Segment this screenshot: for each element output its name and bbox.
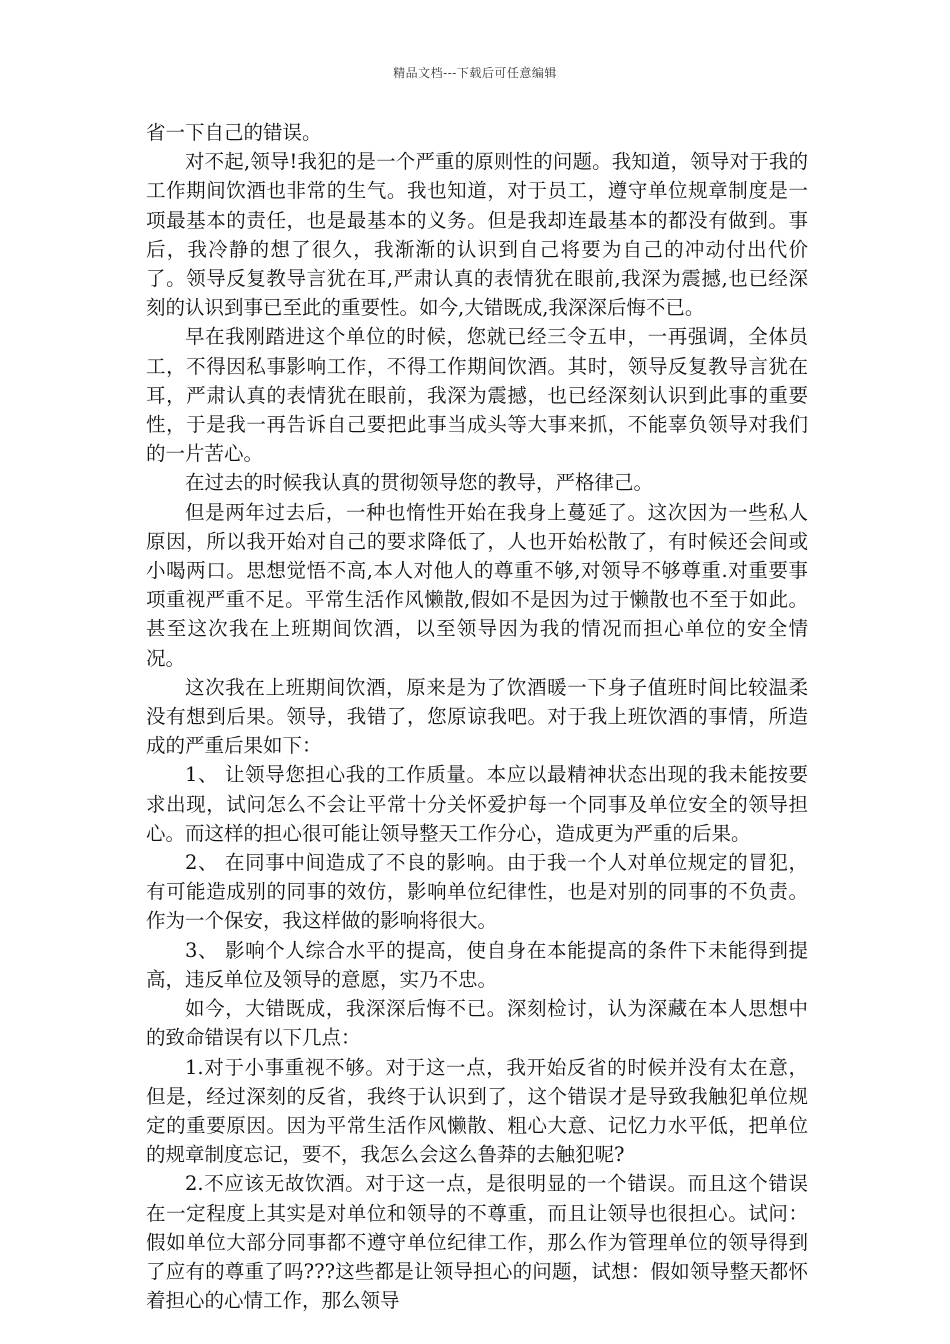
paragraph-continuation: 省一下自己的错误。 <box>146 121 322 144</box>
paragraph: 对不起,领导!我犯的是一个严重的原则性的问题。我知道，领导对于我的工作期间饮酒也非常的生气。我也知道，对于员工，遵守单位规章制度是一项最基本的责任，也是最基本的义务。但是我却连最基本的都没有做到。事后，我冷静的想了很久，我渐渐的认识到自己将要为自己的冲动付出代价了。领导反复教导言犹在耳,严肃认真的表情犹在眼前,我深为震撼,也已经深刻的认识到事已至此的重要性。如今,大错既成,我深深后悔不已。 <box>146 150 808 320</box>
list-item: 3、 影响个人综合水平的提高，使自身在本能提高的条件下未能得到提高，违反单位及领导的意愿，实乃不忠。 <box>146 938 808 991</box>
paragraph: 但是两年过去后，一种也惰性开始在我身上蔓延了。这次因为一些私人原因，所以我开始对自己的要求降低了，人也开始松散了，有时候还会间或小喝两口。思想觉悟不高,本人对他人的尊重不够,对领导不够尊重.对重要事项重视严重不足。平常生活作风懒散,假如不是因为过于懒散也不至于如此。甚至这次我在上班期间饮酒，以至领导因为我的情况而担心单位的安全情况。 <box>146 500 808 670</box>
paragraph: 在过去的时候我认真的贯彻领导您的教导，严格律己。 <box>185 471 654 495</box>
list-item: 1.对于小事重视不够。对于这一点，我开始反省的时候并没有太在意，但是，经过深刻的反省，我终于认识到了，这个错误才是导致我触犯单位规定的重要原因。因为平常生活作风懒散、粗心大意、记忆力水平低，把单位的规章制度忘记，要不，我怎么会这么鲁莽的去触犯呢? <box>146 1055 808 1167</box>
paragraph: 早在我刚踏进这个单位的时候，您就已经三令五申，一再强调，全体员工，不得因私事影响工作，不得工作期间饮酒。其时，领导反复教导言犹在耳，严肃认真的表情犹在眼前，我深为震撼，也已经深刻认识到此事的重要性，于是我一再告诉自己要把此事当成头等大事来抓，不能辜负领导对我们的一片苦心。 <box>146 325 808 466</box>
list-item: 2、 在同事中间造成了不良的影响。由于我一个人对单位规定的冒犯，有可能造成别的同事的效仿，影响单位纪律性，也是对别的同事的不负责。 作为一个保安，我这样做的影响将很大。 <box>146 851 808 933</box>
list-item: 2.不应该无故饮酒。对于这一点，是很明显的一个错误。而且这个错误在一定程度上其实是对单位和领导的不尊重，而且让领导也很担心。试问：假如单位大部分同事都不遵守单位纪律工作，那么作为管理单位的领导得到了应有的尊重了吗???这些都是让领导担心的问题，试想：假如领导整天都怀着担心的心情工作，那么领导 <box>146 1172 808 1313</box>
list-item: 1、 让领导您担心我的工作质量。本应以最精神状态出现的我未能按要求出现，试问怎么不会让平常十分关怀爱护每一个同事及单位安全的领导担心。而这样的担心很可能让领导整天工作分心，造成更为严重的后果。 <box>146 763 808 845</box>
paragraph: 这次我在上班期间饮酒，原来是为了饮酒暖一下身子值班时间比较温柔没有想到后果。领导，我错了，您原谅我吧。对于我上班饮酒的事情，所造成的严重后果如下： <box>146 675 808 758</box>
document-body <box>146 118 808 1315</box>
page-header: 精品文档---下载后可任意编辑 <box>393 66 557 80</box>
paragraph: 如今，大错既成，我深深后悔不已。深刻检讨，认为深藏在本人思想中的致命错误有以下几点： <box>146 997 808 1050</box>
